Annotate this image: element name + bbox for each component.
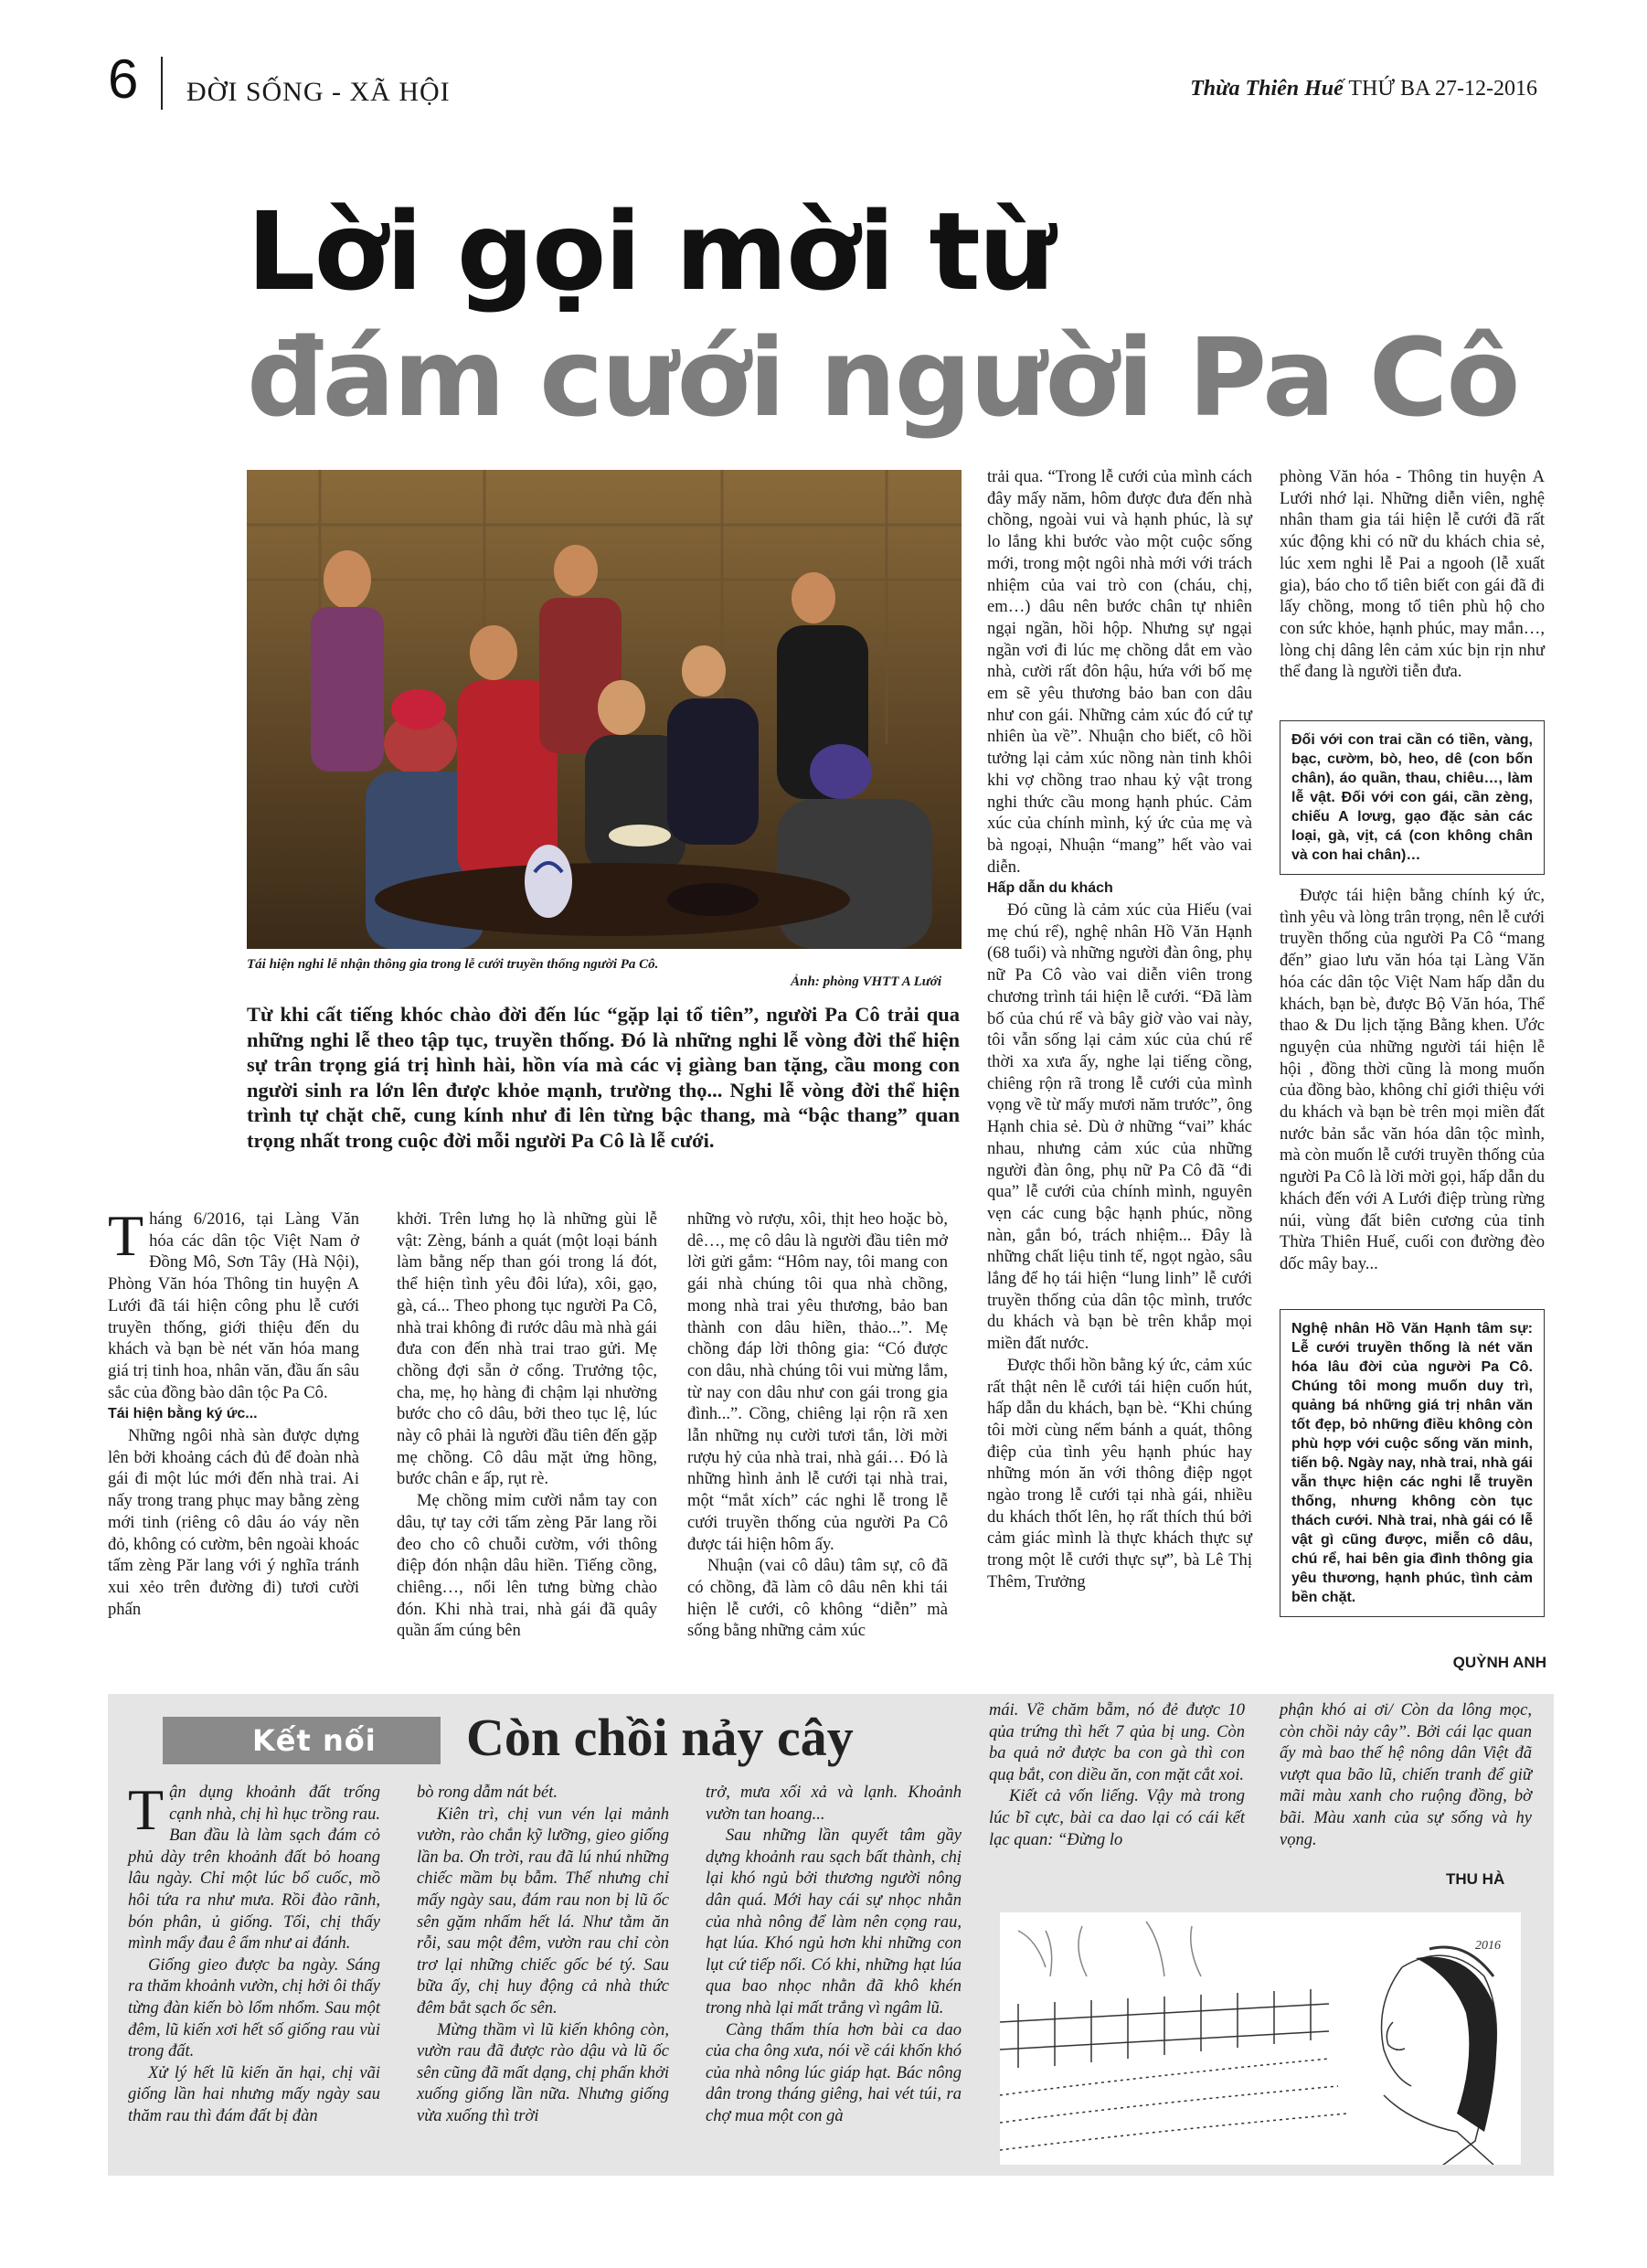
sidebar-box-quote	[1280, 1309, 1545, 1617]
photo-caption: Tái hiện nghi lễ nhận thông gia trong lễ cưới truyền thống người Pa Cô.	[247, 957, 659, 972]
article-column-4	[987, 466, 1252, 1593]
paragraph: Xử lý hết lũ kiến ăn hại, chị vãi giống lần hai nhưng mấy ngày sau thăm rau thì đám đất bị đàn	[128, 2063, 380, 2125]
ket-noi-byline: THU HÀ	[1446, 1870, 1505, 1888]
article-column-5-cont	[1280, 885, 1545, 1275]
header-divider	[161, 57, 163, 110]
subheading: Hấp dẫn du khách	[987, 880, 1113, 897]
ket-noi-column-4	[989, 1700, 1245, 1851]
paragraph: Mừng thầm vì lũ kiến không còn, vườn rau đã được rào dậu và lũ ốc sên cũng đã mất dạng, chị phấn khởi xuống giống lần nữa. Nhưng giống vừa xuống thì trời	[417, 2020, 669, 2125]
paragraph: mái. Về chăm bẵm, nó đẻ được 10 qủa trứng thì hết 7 qủa bị ung. Còn ba quả nở được ba con gà thì con quạ bắt, con diều ăn, con mặt cắt xoi.	[989, 1701, 1245, 1784]
article-column-5	[1280, 466, 1545, 683]
paragraph: Kiên trì, chị vun vén lại mảnh vườn, rào chắn kỹ lưỡng, gieo giống lần ba. Ơn trời, rau đã lú nhú những chiếc mầm bụ bẫm. Thế nhưng chỉ mấy ngày sau, đám rau non bị lũ ốc sên gặm nhấm hết lá. Như tằm ăn rỗi, sau một đêm, vườn rau chỉ còn trơ lại những chiếc gốc bé tý. Sau bữa ấy, chị huy động cả nhà thức đêm bắt sạch ốc sên.	[417, 1805, 669, 2018]
paragraph: phận khó ai ơi/ Còn da lông mọc, còn chồi nảy cây”. Bởi cái lạc quan ấy mà bao thế hệ nông dân Việt đã vượt qua bão lũ, chiến tranh để giữ mãi màu xanh cho ruộng đồng, bờ bãi. Màu xanh của sự sống và hy vọng.	[1280, 1701, 1532, 1849]
ket-noi-column-3	[706, 1783, 962, 2128]
ket-noi-column-2	[417, 1783, 669, 2128]
issue-date: THỨ BA 27-12-2016	[1348, 77, 1537, 101]
paragraph: khởi. Trên lưng họ là những gùi lễ vật: Zèng, bánh a quát (một loại bánh làm bằng nếp than gói trong lá đót, thể hiện tình yêu đôi lứa), xôi, gạo, gà, cá... Theo phong tục người Pa Cô, nhà trai không đi rước dâu mà nhà gái đưa con đến nhà trai trao gửi. Mẹ chồng đợi sẵn ở cổng. Trưởng tộc, cha, mẹ, họ hàng đi chậm lại nhường bước cho cô dâu, bởi theo tục lệ, lúc này cô phải là người đầu tiên đến gặp mẹ chồng. Cô dâu mặt ửng hồng, bước chân e ấp, rụt rè.	[397, 1209, 657, 1489]
ket-noi-column-1	[128, 1777, 380, 2128]
photo-credit: Ảnh: phòng VHTT A Lưới	[791, 974, 941, 989]
paragraph: trở, mưa xối xả và lạnh. Khoảnh vườn tan hoang...	[706, 1784, 962, 1824]
author-byline: QUỲNH ANH	[1452, 1654, 1546, 1671]
garden-illustration	[1000, 1912, 1521, 2165]
woman-and-fence-drawing	[1000, 1912, 1521, 2165]
illustration-signature: 2016	[1475, 1939, 1501, 1953]
paragraph: những vò rượu, xôi, thịt heo hoặc bò, dê…, mẹ cô dâu là người đầu tiên mở lời gửi gắm: “Hôm nay, tôi mang con gái nhà chúng tôi qua nhà chồng, mong nhà trai yêu thương, bảo ban thành con dâu hiền, thảo...”. Mẹ chồng đáp lời thông gia: “Có được con dâu, nhà chúng tôi vui mừng lắm, từ nay con dâu như con gái trong gia đình...”. Cồng, chiêng lại rộn rã xen lẫn những nụ cười tươi tắn, lời mời rượu hỷ của nhà trai, nhà gái… Đó là những hình ảnh lễ cưới tại nhà trai, một “mắt xích” các nghi lễ trong lễ cưới truyền thống của người Pa Cô được tái hiện hôm ấy.	[687, 1209, 948, 1554]
paragraph: Được tái hiện bằng chính ký ức, tình yêu và lòng trân trọng, nên lễ cưới truyền thống của người Pa Cô “mang đến” giao lưu văn hóa tại Làng Văn hóa các dân tộc Việt Nam hấp dẫn du khách, bạn bè, được Bộ Văn hóa, Thể thao & Du lịch tặng Bằng khen. Ước nguyện của những người tái hiện lễ hội , đồng thời cũng là mong muốn của đồng bào, không chỉ giới thiệu với du khách và bạn bè trên mọi miền đất nước bản sắc văn hóa dân tộc mình, mà còn muốn lễ cưới truyền thống của người Pa Cô là lời mời gọi, hấp dẫn du khách đến với A Lưới điệp trùng rừng núi, vùng đất biên cương của tỉnh Thừa Thiên Huế, cuối con đường đèo dốc mây bay...	[1280, 886, 1545, 1273]
headline-line-2: đám cưới người Pa Cô	[247, 314, 1519, 441]
ket-noi-tag: Kết nối	[252, 1723, 377, 1758]
subheading: Tái hiện bằng ký ức...	[108, 1406, 258, 1422]
paragraph: bò rong dẫm nát bét.	[417, 1784, 558, 1802]
ket-noi-title: Còn chồi nảy cây	[466, 1708, 854, 1767]
article-lead: Từ khi cất tiếng khóc chào đời đến lúc “gặp lại tổ tiên”, người Pa Cô trải qua những nghi lễ theo tập tục, truyền thống. Đó là những nghi lễ vòng đời thể hiện sự trân trọng giá trị hình hài, hồn vía mà các vị giàng ban tặng, cầu mong con người sinh ra lớn lên được khỏe mạnh, trường thọ... Nghi lễ vòng đời thể hiện trình tự chặt chẽ, cung kính như đi lên từng bậc thang, mà “bậc thang” quan trọng nhất trong cuộc đời mỗi người Pa Cô là lễ cưới.	[247, 1003, 960, 1152]
article-column-2	[397, 1209, 657, 1642]
paragraph	[128, 1777, 380, 1955]
paragraph: phòng Văn hóa - Thông tin huyện A Lưới nhớ lại. Những diễn viên, nghệ nhân tham gia tái hiện lễ cưới đã rất xúc động khi có nữ du khách chia sẻ, lúc xem nghi lễ Pai a ngooh (lễ xuất gia), báo cho tổ tiên biết con gái đã đi lấy chồng, mong tổ tiên phù hộ cho con sức khỏe, hạnh phúc, may mắn…, lòng chị dâng lên cảm xúc bịn rịn như thể đang là người tiễn đưa.	[1280, 467, 1545, 682]
headline-line-1: Lời gọi mời từ	[247, 188, 1054, 314]
paragraph: Kiết cả vốn liếng. Vậy mà trong lúc bĩ cực, bài ca dao lại có cái kết lạc quan: “Đừng lo	[989, 1787, 1245, 1849]
paragraph-text: háng 6/2016, tại Làng Văn hóa các dân tộc Việt Nam ở Đồng Mô, Sơn Tây (Hà Nội), Phòng Văn hóa Thông tin huyện A Lưới đã tái hiện công phu lễ cưới truyền thống, giới thiệu đến du khách và bạn bè nét văn hóa mang giá trị tinh hoa, nhân văn, đầu ấn sâu sắc của đồng bào dân tộc Pa Cô.	[108, 1209, 359, 1402]
paragraph: Những ngôi nhà sàn được dựng lên bởi khoảng cách đủ để đoàn nhà gái đi một lúc mới đến nhà trai. Ai nấy trong trang phục may bằng zèng mới tinh (riêng cô dâu áo váy nền đỏ, không có cườm, bên ngoài khoác tấm zèng Păr lang với ý nghĩa tránh xui xẻo trên đường đi) tươi cười phấn	[108, 1426, 359, 1619]
sidebar-box-text: Nghệ nhân Hồ Văn Hạnh tâm sự: Lễ cưới truyền thống là nét văn hóa lâu đời của người Pa Cô. Chúng tôi mong muốn duy trì, quảng bá những giá trị nhân văn tốt đẹp, bỏ những điều không còn phù hợp với cuộc sống văn minh, tiến bộ. Ngày nay, nhà trai, nhà gái vẫn thực hiện các nghi lễ truyền thống, nhưng không còn tục thách cưới. Nhà trai, nhà gái có lễ vật gì cũng được, miễn cô dâu, chú rể, hai bên gia đình thông gia yêu thương, hạnh phúc, tình cảm bền chặt.	[1291, 1321, 1533, 1605]
sidebar-box-gifts	[1280, 720, 1545, 875]
paragraph: Được thổi hồn bằng ký ức, cảm xúc rất thật nên lễ cưới tái hiện cuốn hút, hấp dẫn du khách, bạn bè. “Khi chúng tôi mời cùng nếm bánh a quát, thông điệp của tình yêu hạnh phúc hay những món ăn với thông điệp ngọt ngào trong lễ cưới tại nhà gái, nhiều du khách thốt lên, họ rất thích thú bởi cảm giác mình là thực khách thực sự trong một lễ cưới thực sự”, bà Lê Thị Thêm, Trưởng	[987, 1355, 1252, 1592]
ket-noi-column-5	[1280, 1700, 1532, 1851]
paragraph: Mẹ chồng mỉm cười nắm tay con dâu, tự tay cởi tấm zèng Păr lang rồi đeo cho cô chuỗi cườm, với thông điệp đón nhận dâu hiền. Tiếng cồng, chiêng…, nổi lên tưng bừng chào đón. Khi nhà trai, nhà gái đã quây quần ấm cúng bên	[397, 1491, 657, 1641]
wedding-photo	[247, 470, 962, 949]
paragraph: Nhuận (vai cô dâu) tâm sự, cô đã có chồng, đã làm cô dâu nên khi tái hiện lễ cưới, cô không “diễn” mà sống bằng những cảm xúc	[687, 1556, 948, 1641]
article-column-3	[687, 1209, 948, 1642]
sidebar-box-text: Đối với con trai cần có tiền, vàng, bạc, cườm, bò, heo, dê (con bốn chân), áo quần, thau, chiêu…, làm lễ vật. Đối với con gái, cần zèng, chiếu A lơưg, gạo đặc sản các loại, gà, vịt, cá (con không chân và con hai chân)…	[1291, 732, 1533, 863]
paragraph: Giống gieo được ba ngày. Sáng ra thăm khoảnh vườn, chị hởi ôi thấy từng đàn kiến bò lổm nhổm. Sau một đêm, lũ kiến xơi hết số giống rau vùi trong đất.	[128, 1955, 380, 2061]
section-name: ĐỜI SỐNG - XÃ HỘI	[186, 77, 451, 107]
paragraph: Sau những lần quyết tâm gầy dựng khoảnh rau sạch bất thành, chị lại khó ngủ bởi thương người nông dân quá. Mới hay cái sự nhọc nhằn của nhà nông để làm nên cọng rau, hạt lúa. Khó ngủ hơn khi những con lụt cứ tiếp nối. Có khi, những hạt lúa qua bao nhọc nhằn đã khô khén trong nhà lại mất trắng vì ngâm lũ.	[706, 1826, 962, 2018]
article-column-1	[108, 1203, 359, 1620]
wedding-photo-illustration	[247, 470, 962, 949]
page-number: 6	[108, 48, 139, 110]
paragraph: Càng thấm thía hơn bài ca dao của cha ông xưa, nói về cái khốn khó của nhà nông lúc giáp hạt. Bác nông dân trong tháng giêng, hai vét túi, ra chợ mua một con gà	[706, 2020, 962, 2125]
drop-cap: T	[128, 1777, 165, 1842]
paragraph: Đó cũng là cảm xúc của Hiếu (vai mẹ chú rể), nghệ nhân Hồ Văn Hạnh (68 tuổi) và những người đàn ông, phụ nữ Pa Cô vào vai diễn viên trong chương trình tái hiện lễ cưới. “Đã làm bố của chú rể và bây giờ vào vai này, tôi vẫn sống lại cảm xúc của chú rể thời xa xưa ấy, nghe lại tiếng cồng, chiêng rộn rã trong lễ cưới của mình vọng về từ mấy mươi năm trước”, ông Hạnh chia sẻ. Dù ở những “vai” khác nhau, nhưng cảm xúc của những người đàn ông, phụ nữ Pa Cô đã “đi qua” lễ cưới của chính mình, nguyên vẹn các cung bậc hạnh phúc, nồng nàn, gắn bó, trách nhiệm... Đây là những chất liệu tinh tế, ngọt ngào, sâu lắng để họ tái hiện “lung linh” lễ cưới truyền thống của dân tộc mình, trước du khách và bạn bè trên khắp mọi miền đất nước.	[987, 900, 1252, 1354]
paragraph: trải qua. “Trong lễ cưới của mình cách đây mấy năm, hôm được đưa đến nhà chồng, ngoài vui và hạnh phúc, là sự lo lắng khi bước vào một cuộc sống mới, trong một ngôi nhà mới với trách nhiệm của vai trò con (cháu, chị, em…) dâu nên bước chân tự nhiên ngại ngần, hồi hộp. Nhưng sự ngại ngần vơi đi lúc mẹ chồng dắt em vào nhà, cười rất đôn hậu, hứa với bố mẹ em sẽ yêu thương bảo ban con dâu như con gái. Những cảm xúc đó cứ tự nhiên ùa về”. Nhuận cho biết, cô hồi tưởng lại cảm xúc nồng nàn tinh khôi khi vợ chồng trao nhau kỷ vật trong nghi thức cầu mong hạnh phúc. Cảm xúc của chính mình, ký ức của mẹ và bà ngoại, Nhuận “mang” hết vào vai diễn.	[987, 467, 1252, 877]
paragraph	[108, 1203, 359, 1403]
paper-name: Thừa Thiên Huế	[1190, 77, 1344, 101]
masthead	[1190, 77, 1537, 101]
paragraph-text: ận dụng khoảnh đất trống cạnh nhà, chị hì hục trồng rau. Ban đầu là làm sạch đám cỏ phủ dày trên khoảnh đất bỏ hoang lâu ngày. Chỉ một lúc bổ cuốc, mồ hôi tứa ra như mưa. Rồi đào rãnh, bón phân, ủ giống. Tối, chị thấy mình mẩy đau ê ẩm như ai đánh.	[128, 1784, 380, 1954]
drop-cap: T	[108, 1203, 144, 1268]
